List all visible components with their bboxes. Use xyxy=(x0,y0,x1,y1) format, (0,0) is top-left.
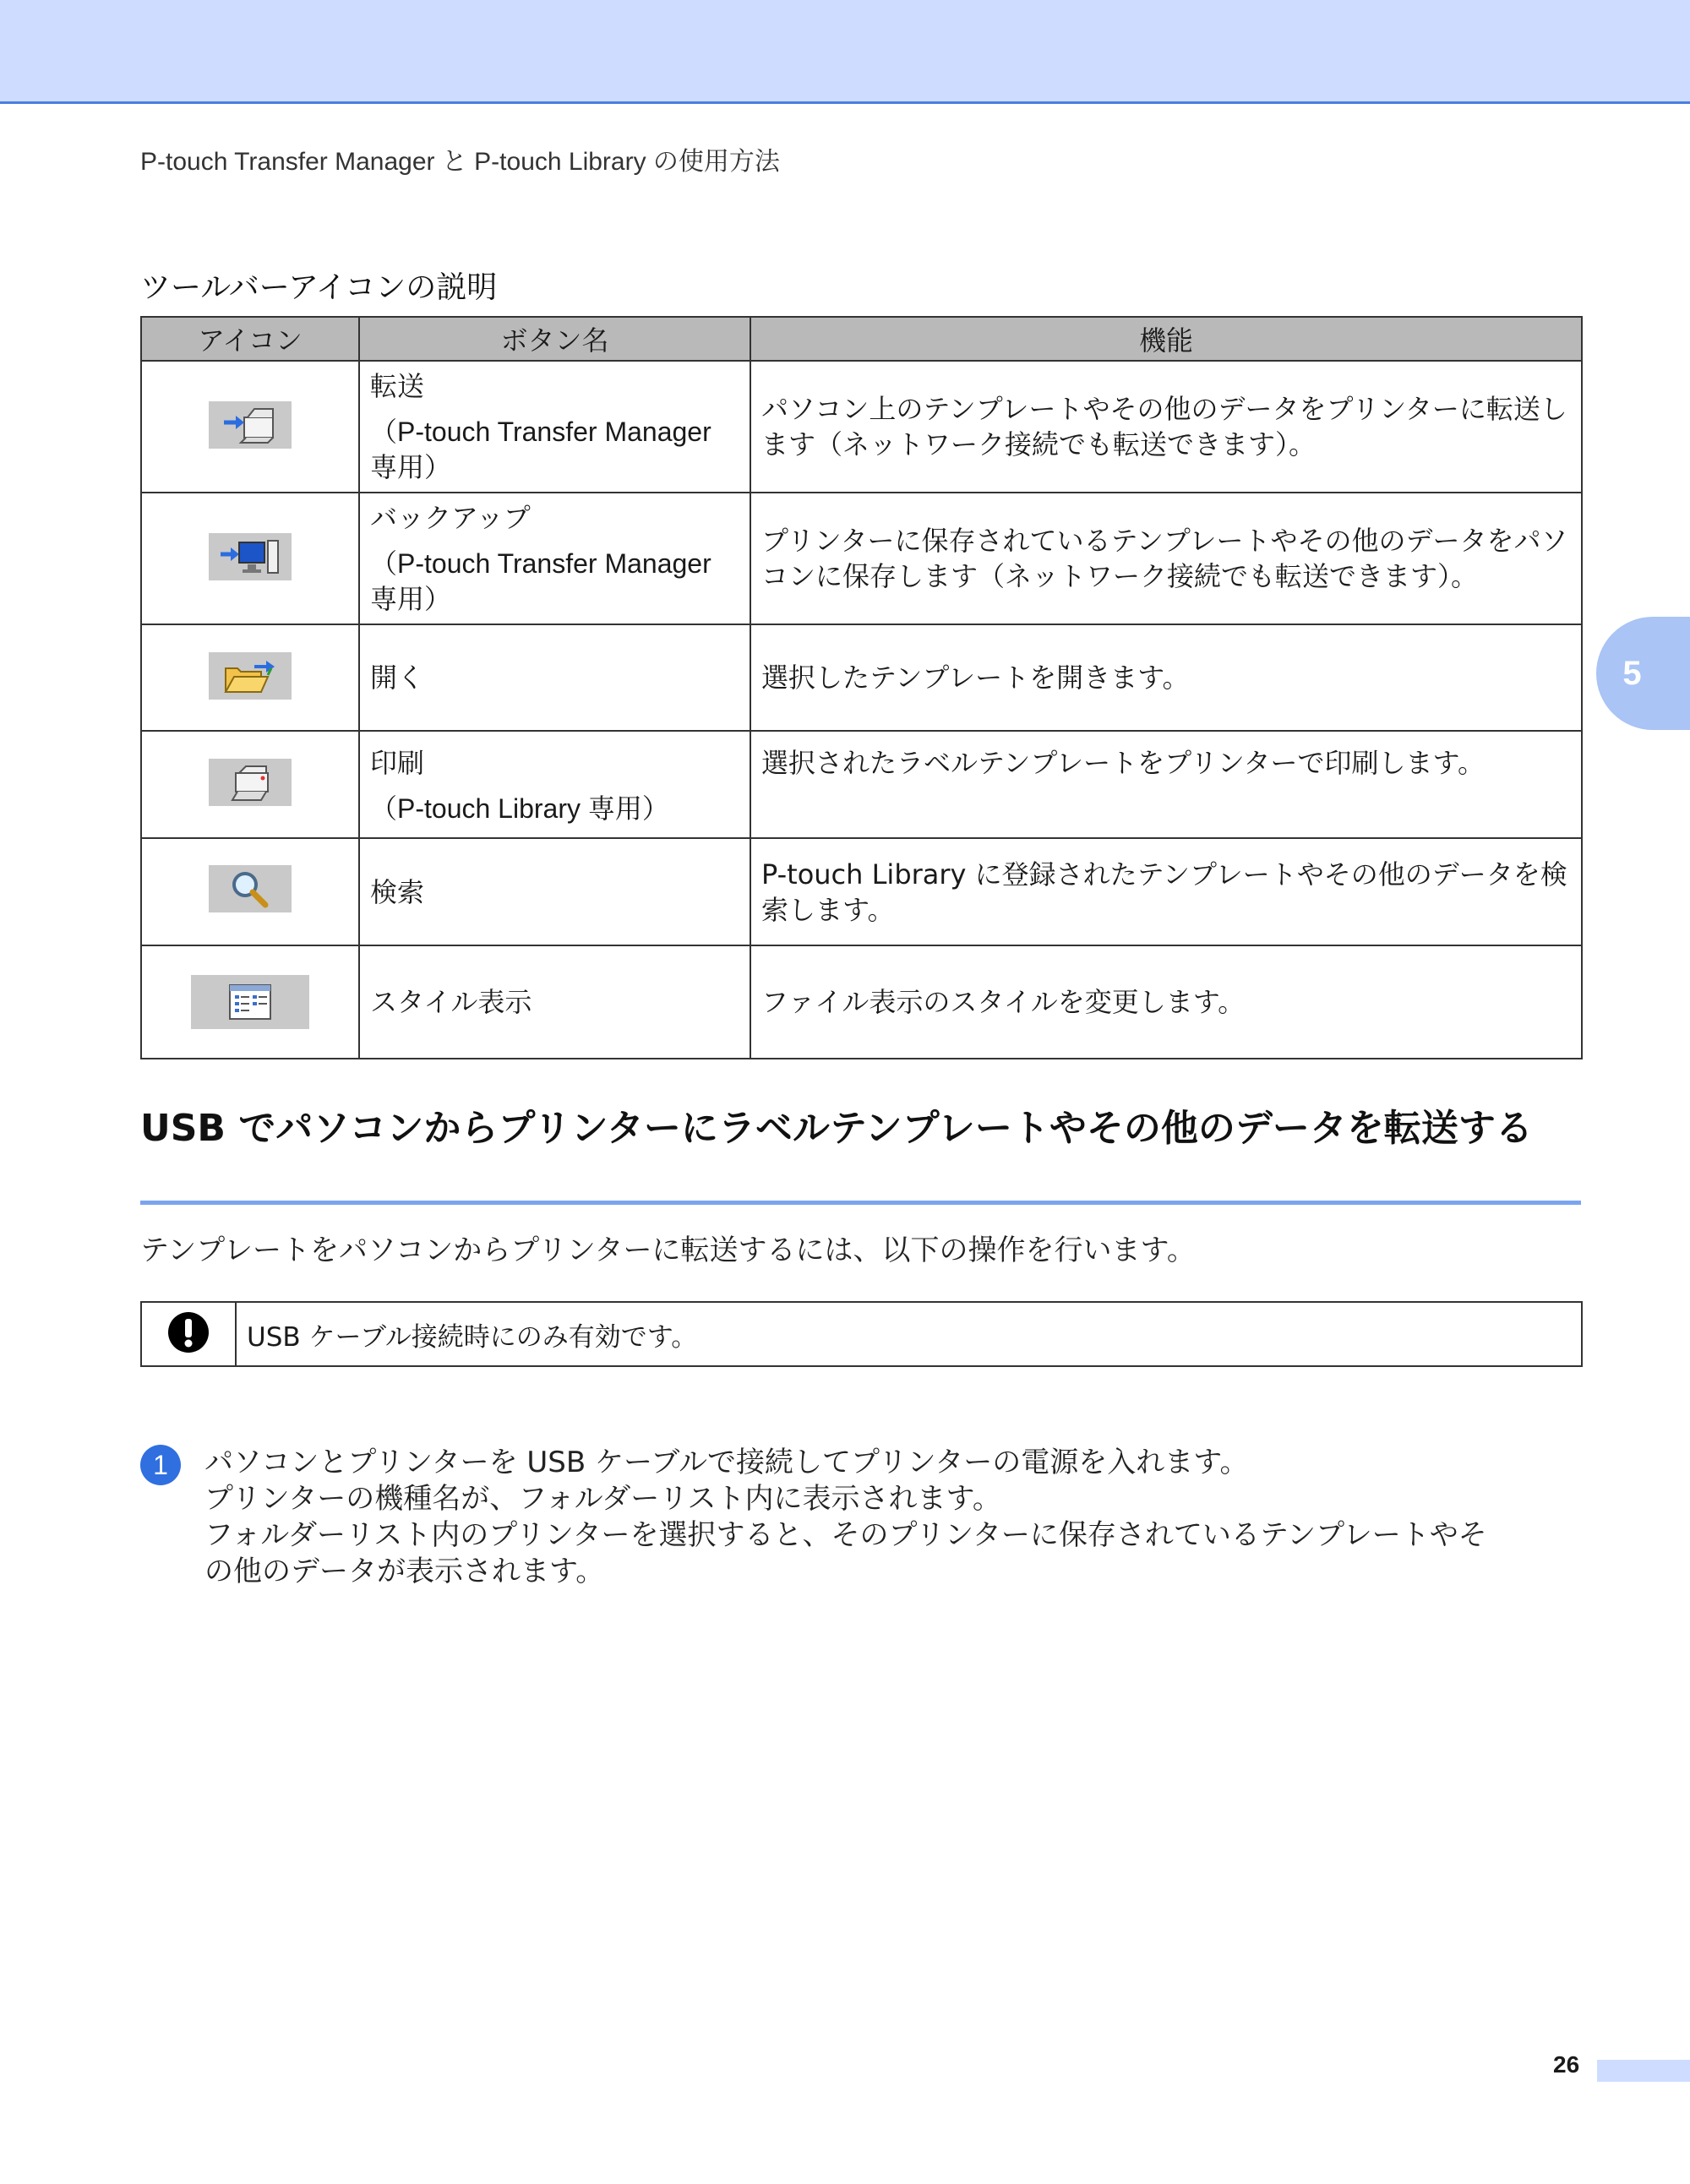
function-cell: プリンターに保存されているテンプレートやその他のデータをパソコンに保存します（ネットワーク接続でも転送できます）。 xyxy=(750,493,1582,624)
icon-cell xyxy=(141,493,359,624)
open-folder-icon xyxy=(209,652,292,700)
button-name: 開く xyxy=(370,662,425,694)
button-name: スタイル表示 xyxy=(370,986,532,1018)
toolbar-icon-table xyxy=(140,316,1583,1059)
note-box xyxy=(140,1301,1583,1367)
icon-cell xyxy=(141,731,359,838)
chapter-number: 5 xyxy=(1622,654,1642,692)
step-line: の他のデータが表示されます。 xyxy=(204,1555,605,1588)
page-number: 26 xyxy=(1553,2051,1580,2078)
step-line: パソコンとプリンターを USB ケーブルで接続してプリンターの電源を入れます。 xyxy=(204,1446,1249,1479)
button-name-cell xyxy=(359,361,750,493)
function-cell: P-touch Library に登録されたテンプレートやその他のデータを検索します。 xyxy=(750,838,1582,945)
header-function: 機能 xyxy=(750,317,1582,361)
table-row xyxy=(141,624,1582,731)
transfer-icon xyxy=(209,401,292,449)
icon-cell xyxy=(141,361,359,493)
function-cell: ファイル表示のスタイルを変更します。 xyxy=(750,945,1582,1059)
icon-cell xyxy=(141,838,359,945)
intro-text: テンプレートをパソコンからプリンターに転送するには、以下の操作を行います。 xyxy=(140,1234,1196,1267)
note-text: USB ケーブル接続時にのみ有効です。 xyxy=(247,1321,698,1353)
header-icon: アイコン xyxy=(141,317,359,361)
button-name-cell xyxy=(359,838,750,945)
table-row xyxy=(141,361,1582,493)
function-cell: 選択されたラベルテンプレートをプリンターで印刷します。 xyxy=(750,731,1582,838)
section-title: ツールバーアイコンの説明 xyxy=(140,270,498,305)
table-row xyxy=(141,838,1582,945)
button-note: （P-touch Library 専用） xyxy=(370,793,669,824)
button-name: バックアップ xyxy=(370,502,531,534)
icon-cell xyxy=(141,624,359,731)
top-banner xyxy=(0,0,1690,104)
button-name-cell xyxy=(359,945,750,1059)
search-icon xyxy=(209,865,292,912)
button-name-cell xyxy=(359,624,750,731)
note-icon-cell xyxy=(142,1303,237,1365)
table-header-row xyxy=(141,317,1582,361)
important-icon xyxy=(166,1310,210,1358)
step-line: プリンターの機種名が、フォルダーリスト内に表示されます。 xyxy=(204,1482,1001,1516)
running-header: P-touch Transfer Manager と P-touch Library の使用方法 xyxy=(140,148,780,176)
table-row xyxy=(141,945,1582,1059)
header-button-name: ボタン名 xyxy=(359,317,750,361)
button-name-cell xyxy=(359,493,750,624)
step-line: フォルダーリスト内のプリンターを選択すると、そのプリンターに保存されているテンプレートやそ xyxy=(204,1518,1487,1552)
function-cell: 選択したテンプレートを開きます。 xyxy=(750,624,1582,731)
page-number-bar xyxy=(1597,2060,1690,2082)
table-row xyxy=(141,731,1582,838)
button-name: 印刷 xyxy=(370,747,425,779)
table-row xyxy=(141,493,1582,624)
function-cell: パソコン上のテンプレートやその他のデータをプリンターに転送します（ネットワーク接続でも転送できます）。 xyxy=(750,361,1582,493)
chapter-tab[interactable] xyxy=(1596,617,1690,730)
heading-underline xyxy=(140,1201,1581,1205)
button-note: （P-touch Transfer Manager 専用） xyxy=(370,548,711,614)
print-icon xyxy=(209,759,292,806)
backup-icon xyxy=(209,533,292,580)
step-number-badge: 1 xyxy=(140,1445,181,1485)
button-name: 転送 xyxy=(370,370,425,402)
step-1 xyxy=(140,1445,1581,1590)
view-style-icon xyxy=(191,975,309,1029)
button-name: 検索 xyxy=(370,875,425,908)
button-note: （P-touch Transfer Manager 専用） xyxy=(370,417,711,482)
section-heading: USB でパソコンからプリンターにラベルテンプレートやその他のデータを転送する xyxy=(140,1107,1533,1150)
step-text xyxy=(204,1445,1487,1590)
icon-cell xyxy=(141,945,359,1059)
button-name-cell xyxy=(359,731,750,838)
